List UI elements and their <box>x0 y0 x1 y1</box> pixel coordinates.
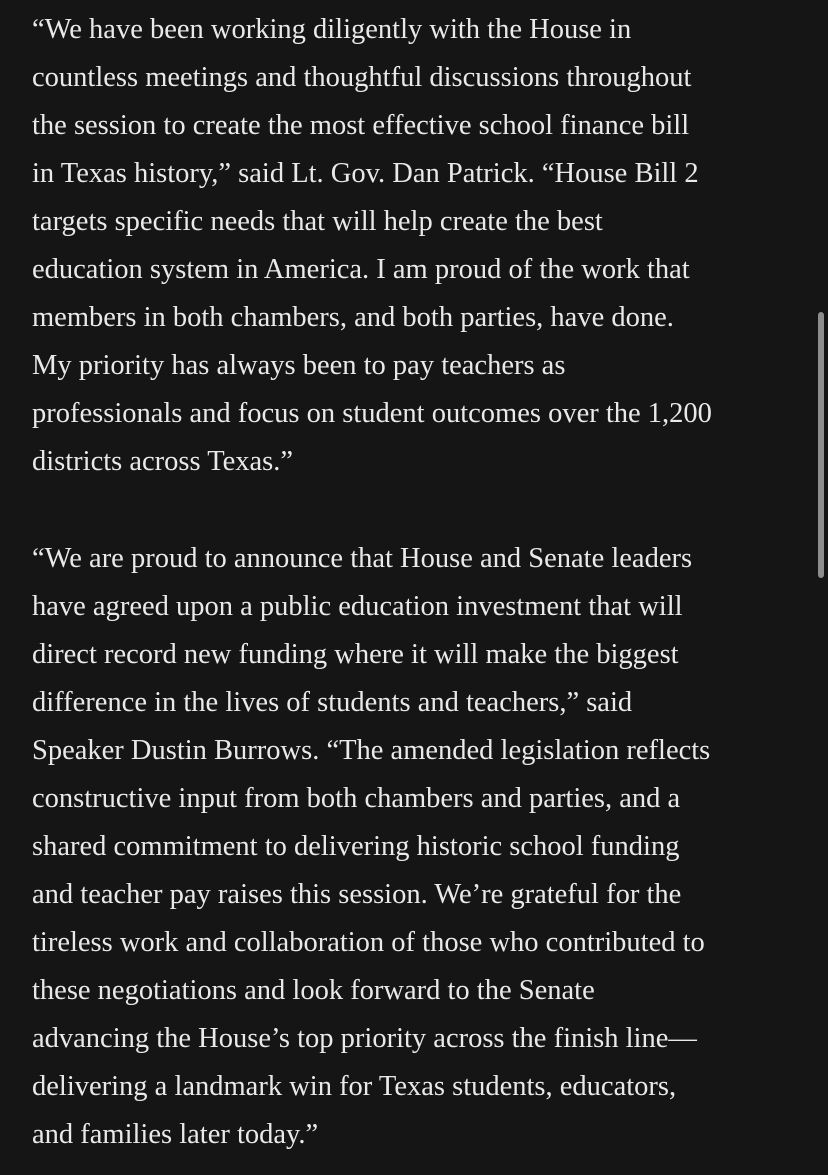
text-line: Speaker Dustin Burrows. “The amended legislation reflects <box>32 735 711 766</box>
quote-paragraph-patrick <box>32 6 812 486</box>
text-line: direct record new funding where it will make the biggest <box>32 639 679 670</box>
text-line: “We are proud to announce that House and Senate leaders <box>32 543 693 574</box>
text-line: these negotiations and look forward to the Senate <box>32 975 595 1006</box>
text-line: targets specific needs that will help create the best <box>32 206 603 237</box>
text-line: in Texas history,” said Lt. Gov. Dan Patrick. “House Bill 2 <box>32 158 699 189</box>
paragraph-spacer <box>32 486 812 535</box>
text-line: members in both chambers, and both parties, have done. <box>32 302 674 333</box>
text-line: constructive input from both chambers and parties, and a <box>32 783 681 814</box>
text-line: shared commitment to delivering historic school funding <box>32 831 680 862</box>
text-line: districts across Texas.” <box>32 446 294 477</box>
article-body <box>32 6 812 1159</box>
text-line: “We have been working diligently with the House in <box>32 14 632 45</box>
text-line: delivering a landmark win for Texas students, educators, <box>32 1071 677 1102</box>
text-line: difference in the lives of students and teachers,” said <box>32 687 633 718</box>
text-line: My priority has always been to pay teachers as <box>32 350 566 381</box>
text-line: and families later today.” <box>32 1119 319 1150</box>
text-line: tireless work and collaboration of those who contributed to <box>32 927 705 958</box>
quote-paragraph-burrows <box>32 535 812 1159</box>
vertical-scrollbar[interactable] <box>814 0 828 1175</box>
text-line: and teacher pay raises this session. We’re grateful for the <box>32 879 682 910</box>
text-line: the session to create the most effective school finance bill <box>32 110 690 141</box>
text-line: have agreed upon a public education investment that will <box>32 591 683 622</box>
text-line: professionals and focus on student outcomes over the 1,200 <box>32 398 712 429</box>
text-line: advancing the House’s top priority across the finish line— <box>32 1023 697 1054</box>
text-line: countless meetings and thoughtful discussions throughout <box>32 62 692 93</box>
scrollbar-thumb[interactable] <box>818 312 824 578</box>
text-line: education system in America. I am proud of the work that <box>32 254 690 285</box>
